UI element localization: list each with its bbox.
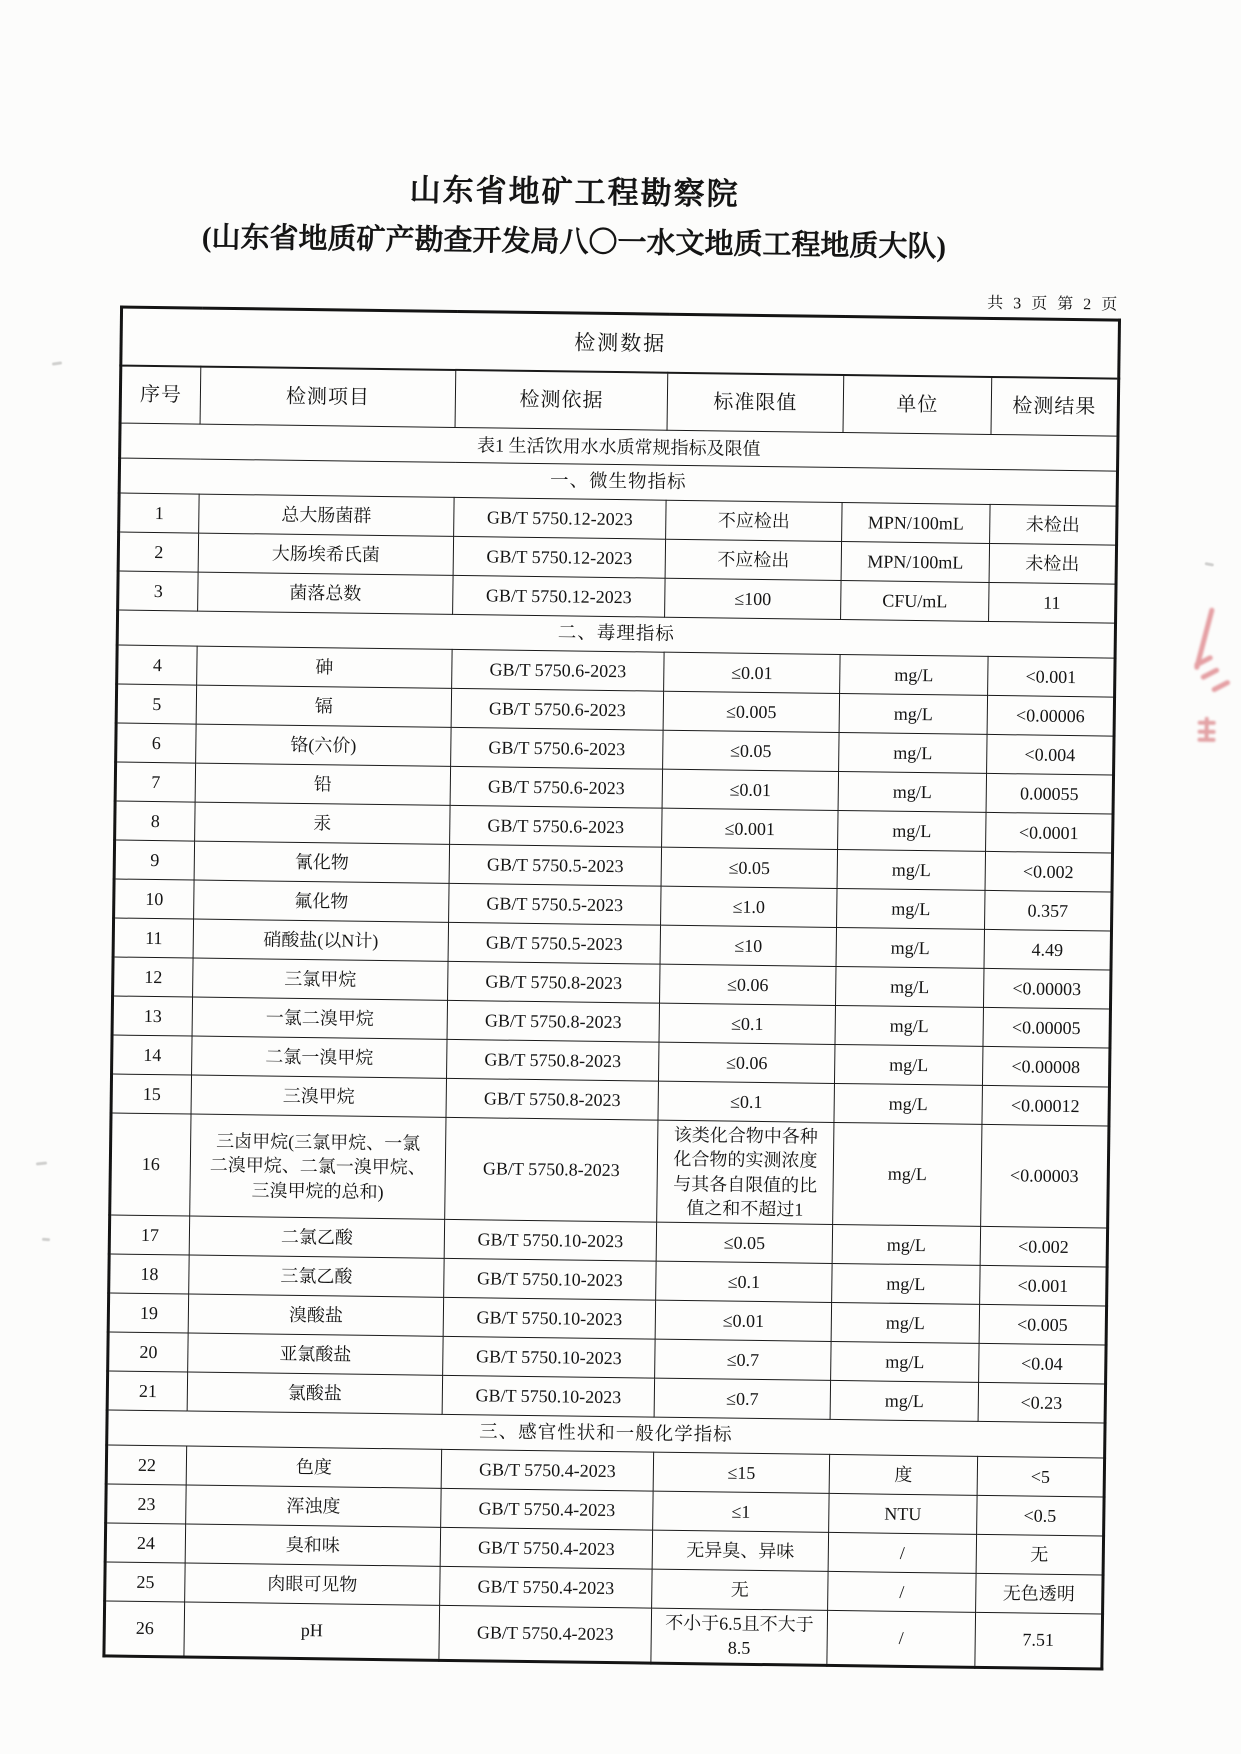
cell-unit: mg/L [831,1342,979,1383]
cell-limit: ≤0.7 [654,1378,830,1419]
cell-unit: / [828,1572,976,1613]
cell-result: 0.00055 [986,773,1114,814]
cell-item: 二氯一溴甲烷 [192,1036,447,1078]
cell-unit: mg/L [834,1044,982,1085]
cell-limit: ≤10 [660,925,836,966]
col-header-limit: 标准限值 [667,373,844,433]
cell-limit: ≤0.01 [664,652,840,693]
cell-result: 未检出 [989,543,1117,584]
cell-unit: mg/L [834,1083,982,1124]
cell-result: <0.00003 [981,1124,1109,1228]
cell-item: 硝酸盐(以N计) [193,919,448,961]
cell-item: 氟化物 [194,880,449,922]
cell-basis: GB/T 5750.10-2023 [443,1337,655,1379]
cell-unit: mg/L [833,1122,982,1226]
col-header-result: 检测结果 [991,377,1119,436]
cell-seq: 9 [114,840,195,880]
cell-unit: mg/L [838,771,986,812]
cell-limit: ≤0.01 [655,1300,831,1341]
cell-seq: 6 [116,723,197,763]
org-subtitle: (山东省地质矿产勘查开发局八〇一水文地质工程地质大队) [201,221,947,264]
cell-basis: GB/T 5750.4-2023 [441,1489,653,1531]
cell-unit: / [828,1533,976,1574]
cell-limit: 该类化合物中各种化合物的实测浓度与其各自限值的比值之和不超过1 [657,1120,834,1224]
cell-item: 氰化物 [194,841,449,883]
cell-limit: ≤0.01 [662,769,838,810]
cell-seq: 15 [111,1074,192,1114]
cell-result: 无色透明 [976,1574,1104,1615]
cell-item: 汞 [195,802,450,844]
cell-limit: 无异臭、异味 [652,1530,828,1571]
cell-item: 三卤甲烷(三氯甲烷、一氯二溴甲烷、二氯一溴甲烷、三溴甲烷的总和) [190,1114,446,1220]
cell-result: <0.002 [985,851,1113,892]
section-heading: 三、感官性状和一般化学指标 [107,1410,1105,1458]
cell-seq: 4 [117,645,198,685]
cell-seq: 16 [110,1113,191,1216]
cell-limit: 不应检出 [665,539,841,580]
cell-limit: 不小于6.5且不大于8.5 [651,1608,828,1665]
cell-item: pH [184,1602,440,1660]
cell-unit: mg/L [836,927,984,968]
cell-limit: ≤0.7 [655,1339,831,1380]
cell-unit: mg/L [840,654,988,695]
cell-result: <0.002 [980,1227,1108,1268]
scan-smudge [1205,562,1214,567]
col-header-unit: 单位 [843,375,992,434]
cell-result: <0.004 [987,734,1115,775]
cell-basis: GB/T 5750.6-2023 [450,766,662,808]
cell-limit: ≤0.05 [661,847,837,888]
cell-limit: ≤0.05 [663,730,839,771]
table-body [104,458,1118,1669]
cell-seq: 5 [116,684,197,724]
cell-unit: mg/L [830,1381,978,1422]
page-indicator: 共 3 页 第 2 页 [987,294,1121,314]
cell-seq: 22 [106,1445,187,1485]
cell-seq: 2 [118,532,199,572]
cell-item: 浑浊度 [186,1485,441,1527]
cell-item: 溴酸盐 [188,1294,443,1336]
col-header-basis: 检测依据 [455,370,668,430]
cell-item: 三氯甲烷 [193,958,448,1000]
cell-item: 总大肠菌群 [199,494,454,536]
cell-result: <5 [977,1457,1105,1498]
cell-item: 三氯乙酸 [189,1255,444,1297]
cell-seq: 26 [104,1601,185,1657]
cell-unit: mg/L [832,1264,980,1305]
cell-item: 色度 [186,1446,441,1488]
cell-basis: GB/T 5750.12-2023 [453,575,665,617]
cell-seq: 13 [112,996,193,1036]
cell-seq: 19 [108,1293,189,1333]
red-stamp-fragment [1194,717,1218,743]
cell-result: <0.00008 [982,1046,1110,1087]
cell-result: <0.5 [977,1496,1105,1537]
title-block [69,160,1080,267]
cell-unit: NTU [829,1494,977,1535]
cell-basis: GB/T 5750.10-2023 [444,1220,656,1262]
cell-basis: GB/T 5750.10-2023 [444,1259,656,1301]
col-header-item: 检测项目 [200,367,456,428]
table-title: 检测数据 [121,307,1120,379]
cell-limit: ≤1 [653,1491,829,1532]
cell-unit: mg/L [839,732,987,773]
org-title: 山东省地矿工程勘察院 [409,172,740,212]
cell-unit: mg/L [832,1225,980,1266]
cell-result: <0.04 [979,1344,1107,1385]
cell-unit: mg/L [838,810,986,851]
red-stamp-fragment [1191,607,1218,707]
cell-result: 无 [976,1535,1104,1576]
cell-result: <0.0001 [986,812,1114,853]
cell-item: 二氯乙酸 [189,1216,444,1258]
cell-seq: 12 [113,957,194,997]
cell-basis: GB/T 5750.8-2023 [446,1078,658,1120]
cell-item: 一氯二溴甲烷 [192,997,447,1039]
cell-limit: ≤0.1 [658,1081,834,1122]
cell-item: 镉 [196,685,451,727]
col-header-seq: 序号 [120,366,201,425]
cell-result: 4.49 [984,929,1112,970]
cell-seq: 24 [105,1523,186,1563]
cell-basis: GB/T 5750.12-2023 [453,536,665,578]
cell-basis: GB/T 5750.8-2023 [448,961,660,1003]
cell-basis: GB/T 5750.4-2023 [441,1450,653,1492]
cell-seq: 3 [118,571,199,611]
cell-limit: ≤1.0 [661,886,837,927]
cell-basis: GB/T 5750.8-2023 [447,1039,659,1081]
cell-basis: GB/T 5750.5-2023 [448,922,660,964]
cell-item: 铅 [195,763,450,805]
cell-item: 大肠埃希氏菌 [198,533,453,575]
cell-basis: GB/T 5750.8-2023 [447,1000,659,1042]
cell-unit: mg/L [835,966,983,1007]
cell-basis: GB/T 5750.12-2023 [454,497,666,539]
cell-item: 肉眼可见物 [185,1563,440,1605]
cell-basis: GB/T 5750.10-2023 [443,1298,655,1340]
cell-limit: 无 [652,1569,828,1610]
cell-seq: 21 [107,1371,188,1411]
cell-result: <0.00005 [983,1007,1111,1048]
cell-basis: GB/T 5750.6-2023 [451,688,663,730]
test-data-table [102,306,1121,1671]
cell-seq: 25 [105,1562,186,1602]
cell-unit: 度 [829,1455,977,1496]
cell-basis: GB/T 5750.10-2023 [442,1376,654,1418]
cell-unit: MPN/100mL [842,503,990,544]
cell-limit: ≤15 [653,1452,829,1493]
cell-result: <0.001 [988,656,1116,697]
cell-result: <0.00006 [987,695,1115,736]
cell-seq: 17 [109,1215,190,1255]
cell-basis: GB/T 5750.8-2023 [445,1117,658,1222]
cell-limit: ≤0.06 [658,1042,834,1083]
cell-item: 亚氯酸盐 [188,1333,443,1375]
cell-limit: ≤0.05 [656,1222,832,1263]
table-subtitle: 表1 生活饮用水水质常规指标及限值 [120,423,1118,471]
table-row [110,1113,1109,1228]
cell-seq: 14 [112,1035,193,1075]
cell-limit: 不应检出 [666,500,842,541]
cell-item: 氯酸盐 [187,1372,442,1414]
cell-item: 铬(六价) [196,724,451,766]
cell-unit: / [827,1611,976,1668]
cell-result: <0.005 [979,1305,1107,1346]
cell-seq: 18 [109,1254,190,1294]
cell-result: 未检出 [990,504,1118,545]
cell-limit: ≤0.005 [663,691,839,732]
cell-unit: MPN/100mL [841,542,989,583]
cell-item: 臭和味 [185,1524,440,1566]
cell-basis: GB/T 5750.4-2023 [440,1567,652,1609]
cell-seq: 11 [113,918,194,958]
cell-seq: 8 [115,801,196,841]
cell-result: <0.00003 [983,968,1111,1009]
cell-result: <0.001 [980,1266,1108,1307]
cell-seq: 7 [115,762,196,802]
cell-limit: ≤0.001 [662,808,838,849]
cell-basis: GB/T 5750.4-2023 [440,1528,652,1570]
table-row [104,1601,1103,1669]
cell-unit: mg/L [831,1303,979,1344]
cell-limit: ≤0.1 [656,1261,832,1302]
cell-basis: GB/T 5750.6-2023 [452,649,664,691]
cell-item: 菌落总数 [198,572,453,614]
cell-unit: mg/L [837,888,985,929]
cell-unit: mg/L [835,1005,983,1046]
cell-limit: ≤0.1 [659,1003,835,1044]
cell-result: 7.51 [975,1613,1103,1669]
cell-basis: GB/T 5750.6-2023 [450,805,662,847]
cell-seq: 1 [119,493,200,533]
cell-result: 0.357 [985,890,1113,931]
cell-item: 三溴甲烷 [191,1075,446,1117]
cell-result: 11 [989,582,1117,623]
cell-result: <0.00012 [982,1085,1110,1126]
cell-seq: 23 [106,1484,187,1524]
cell-unit: mg/L [837,849,985,890]
cell-unit: mg/L [839,693,987,734]
cell-basis: GB/T 5750.6-2023 [451,727,663,769]
section-heading: 二、毒理指标 [117,610,1115,658]
cell-result: <0.23 [978,1383,1106,1424]
cell-seq: 20 [108,1332,189,1372]
cell-unit: CFU/mL [841,580,989,621]
cell-basis: GB/T 5750.4-2023 [439,1606,652,1663]
cell-limit: ≤100 [665,578,841,619]
cell-basis: GB/T 5750.5-2023 [449,883,661,925]
cell-limit: ≤0.06 [660,964,836,1005]
cell-basis: GB/T 5750.5-2023 [449,844,661,886]
cell-item: 砷 [197,646,452,688]
cell-seq: 10 [114,879,195,919]
section-heading: 一、微生物指标 [119,458,1117,506]
